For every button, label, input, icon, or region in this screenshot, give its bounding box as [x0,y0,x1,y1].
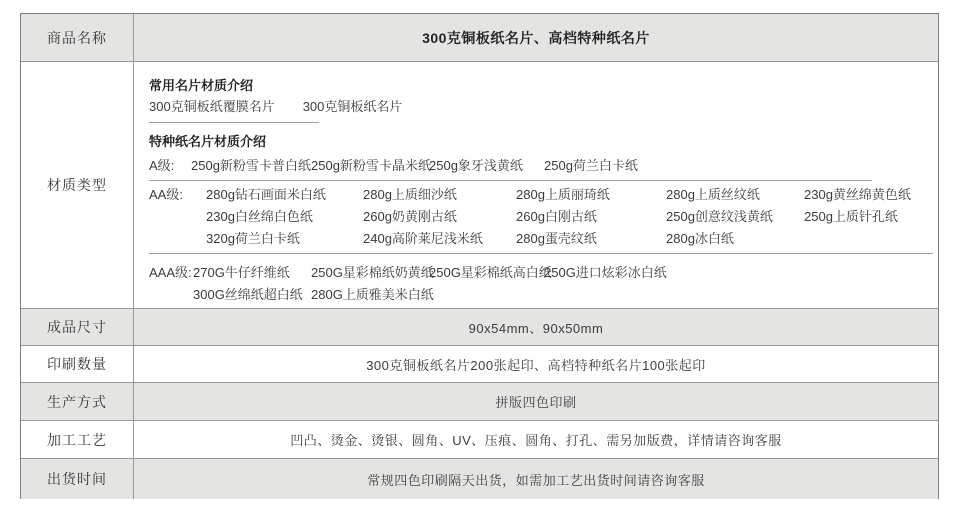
section-divider [149,253,933,254]
material-item: 280g蛋壳纹纸 [516,231,597,246]
material-item: 300克铜板纸覆膜名片 [149,99,275,114]
material-grade-aa-row [149,184,933,250]
material-item: 280g钻石画面米白纸 [206,187,326,202]
material-item: 250g新粉雪卡普白纸 [191,158,311,173]
material-item: 300克铜板纸名片 [302,99,403,114]
table-row-production-method [21,383,938,421]
material-item: 250g创意纹浅黄纸 [666,209,773,224]
row-label-finished-size: 成品尺寸 [21,309,134,345]
material-item: 280g冰白纸 [666,231,734,246]
material-item: 280G上质雅美米白纸 [311,287,434,302]
material-item: 250g新粉雪卡晶米纸 [311,158,431,173]
material-item: 230g黄丝绵黄色纸 [804,187,911,202]
row-label-material-type: 材质类型 [21,62,134,308]
table-row-material-type [21,62,938,309]
section-divider [149,122,319,123]
grade-aaa-label: AAA级: [149,265,192,280]
row-value-product-name: 300克铜板纸名片、高档特种纸名片 [422,29,650,46]
material-grade-aaa-row [149,262,933,306]
table-row-product-name [21,14,938,62]
material-item: 250G星彩棉纸奶黄纸 [311,265,434,280]
material-item: 260g奶黄刚古纸 [363,209,457,224]
material-item: 230g白丝绵白色纸 [206,209,313,224]
grade-aaa-items [193,262,667,306]
row-value-print-quantity: 300克铜板纸名片200张起印、高档特种纸名片100张起印 [366,357,706,373]
material-item: 250g荷兰白卡纸 [544,158,638,173]
row-value-finished-size: 90x54mm、90x50mm [468,320,604,336]
grade-a-items [191,155,638,177]
material-item: 250g象牙浅黄纸 [429,158,523,173]
common-material-title: 常用名片材质介绍 [149,78,254,93]
row-label-production-method: 生产方式 [21,383,134,420]
row-value-processing: 凹凸、烫金、烫银、圆角、UV、压痕、圆角、打孔、需另加版费，详情请咨询客服 [290,433,782,448]
material-grade-a-row [149,155,933,177]
grade-a-label: A级: [149,158,175,173]
material-item: 280g上质细沙纸 [363,187,457,202]
grade-aa-items [206,184,911,250]
table-row-delivery-time [21,459,938,499]
row-label-processing: 加工工艺 [21,421,134,458]
table-row-finished-size [21,309,938,346]
row-label-product-name: 商品名称 [21,14,134,61]
product-spec-table [20,13,939,499]
table-row-processing [21,421,938,459]
row-value-delivery-time: 常规四色印刷隔天出货，如需加工艺出货时间请咨询客服 [367,472,705,488]
common-material-items [149,96,933,118]
grade-aa-label: AA级: [149,187,183,202]
material-type-content [134,62,943,308]
material-item: 250G星彩棉纸高白纸 [429,265,552,280]
section-divider [149,180,872,181]
row-label-delivery-time: 出货时间 [21,459,134,499]
material-item: 320g荷兰白卡纸 [206,231,300,246]
material-item: 280g上质丽琦纸 [516,187,610,202]
table-row-print-quantity [21,346,938,383]
material-item: 300G丝绵纸超白纸 [193,287,303,302]
row-value-production-method: 拼版四色印刷 [495,395,577,410]
material-item: 240g高阶莱尼浅米纸 [363,231,483,246]
material-item: 260g白刚古纸 [516,209,597,224]
material-item: 270G牛仔纤维纸 [193,265,290,280]
special-material-title: 特种纸名片材质介绍 [149,134,267,149]
row-label-print-quantity: 印刷数量 [21,346,134,382]
material-item: 250g上质针孔纸 [804,209,898,224]
material-item: 280g上质丝纹纸 [666,187,760,202]
material-item: 250G进口炫彩冰白纸 [544,265,667,280]
